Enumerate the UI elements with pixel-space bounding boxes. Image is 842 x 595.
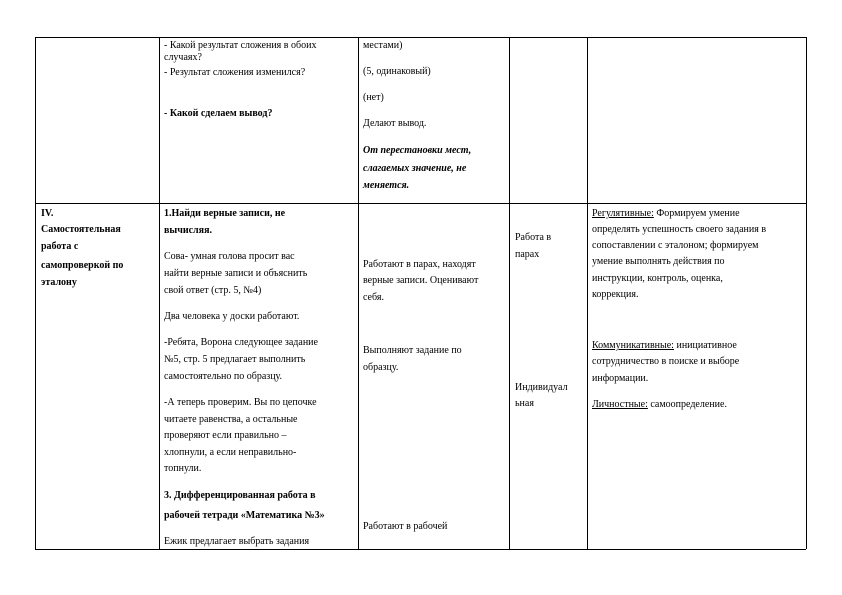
question-text: - Результат сложения изменился?: [164, 67, 306, 78]
uud-personal-label: Личностные:: [592, 399, 648, 410]
uud-regulative: [592, 208, 740, 220]
task-text: топнули.: [164, 463, 202, 474]
task-heading: вычисляя.: [164, 225, 212, 236]
work-form-text: Индивидуал: [515, 382, 568, 393]
question-text: - Какой результат сложения в обоих: [164, 40, 317, 51]
task-heading: 3. Дифференцированная работа в: [164, 490, 316, 501]
work-form-text: парах: [515, 249, 540, 260]
table-row-divider: [35, 203, 806, 204]
task-text: найти верные записи и объяснить: [164, 268, 308, 279]
stage-label: самопроверкой по: [41, 260, 124, 271]
table-border-bottom: [35, 549, 806, 550]
task-text: Два человека у доски работают.: [164, 311, 300, 322]
uud-text: определять успешность своего задания в: [592, 224, 767, 235]
task-text: хлопнули, а если неправильно-: [164, 447, 297, 458]
answer-text: (5, одинаковый): [363, 66, 431, 77]
task-text: -Ребята, Ворона следующее задание: [164, 337, 318, 348]
answer-text: местами): [363, 40, 403, 51]
uud-text: сотрудничество в поиске и выборе: [592, 356, 740, 367]
answer-text: Делают вывод.: [363, 118, 427, 129]
table-border-top: [35, 37, 806, 38]
table-border-left: [35, 37, 36, 549]
uud-text: инструкции, контроль, оценка,: [592, 273, 723, 284]
task-text: Ежик предлагает выбрать задания: [164, 536, 310, 547]
task-text: -А теперь проверим. Вы по цепочке: [164, 397, 317, 408]
table-border-right: [806, 37, 807, 549]
uud-text: сопоставлении с эталоном; формируем: [592, 240, 759, 251]
uud-regulative-text: Формируем умение: [653, 208, 740, 219]
activity-text: Выполняют задание по: [363, 345, 462, 356]
work-form-text: ьная: [515, 398, 534, 409]
uud-communicative-label: Коммуникативные:: [592, 340, 674, 351]
uud-personal: [592, 399, 727, 411]
uud-communicative: [592, 340, 737, 352]
task-text: самостоятельно по образцу.: [164, 371, 283, 382]
activity-text: Работают в парах, находят: [363, 259, 476, 270]
task-text: читаете равенства, а остальные: [164, 414, 298, 425]
task-heading: рабочей тетради «Математика №3»: [164, 510, 325, 521]
column-divider-1: [159, 37, 160, 549]
uud-text: умение выполнять действия по: [592, 256, 725, 267]
activity-text: себя.: [363, 292, 384, 303]
task-text: свой ответ (стр. 5, №4): [164, 285, 262, 296]
uud-text: информации.: [592, 373, 649, 384]
question-text-bold: - Какой сделаем вывод?: [164, 108, 273, 119]
rule-text: От перестановки мест,: [363, 145, 472, 156]
uud-communicative-text: инициативное: [673, 340, 737, 351]
uud-regulative-label: Регулятивные:: [592, 208, 654, 219]
stage-label: эталону: [41, 277, 77, 288]
column-divider-2: [358, 37, 359, 549]
work-form-text: Работа в: [515, 232, 552, 243]
column-divider-4: [587, 37, 588, 549]
activity-text: Работают в рабочей: [363, 521, 448, 532]
task-heading: 1.Найди верные записи, не: [164, 208, 286, 219]
rule-text: слагаемых значение, не: [363, 163, 467, 174]
question-text: случаях?: [164, 52, 202, 63]
uud-personal-text: самоопределение.: [647, 399, 727, 410]
stage-label: Самостоятельная: [41, 224, 121, 235]
task-text: Сова- умная голова просит вас: [164, 251, 295, 262]
answer-text: (нет): [363, 92, 384, 103]
column-divider-3: [509, 37, 510, 549]
uud-text: коррекция.: [592, 289, 639, 300]
task-text: проверяют если правильно –: [164, 430, 287, 441]
stage-label: работа с: [41, 241, 79, 252]
activity-text: образцу.: [363, 362, 399, 373]
task-text: №5, стр. 5 предлагает выполнить: [164, 354, 306, 365]
rule-text: меняется.: [363, 180, 410, 191]
stage-label: IV.: [41, 208, 54, 219]
activity-text: верные записи. Оценивают: [363, 275, 479, 286]
